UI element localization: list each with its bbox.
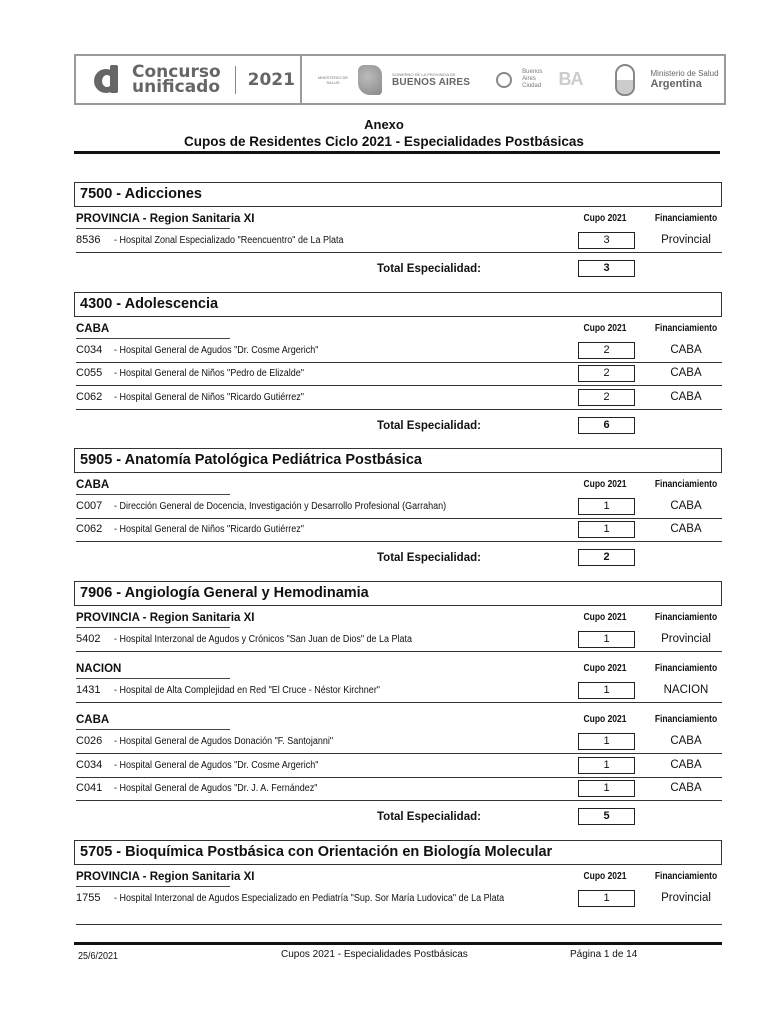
hospital-name: - Hospital Zonal Especializado "Reencuentro" de La Plata	[114, 235, 344, 246]
ministerio-small-text: MINISTERIO DE SALUD	[318, 74, 349, 85]
column-header-cupo: Cupo 2021	[583, 612, 627, 623]
specialty-header: 7906 - Angiología General y Hemodinamia	[74, 581, 722, 606]
hospital-code: C007	[76, 500, 103, 512]
hospital-name: - Hospital General de Agudos "Dr. Cosme Argerich"	[114, 760, 319, 771]
footer-date: 25/6/2021	[78, 951, 119, 962]
hospital-name: - Hospital Interzonal de Agudos y Crónicos "San Juan de Dios" de La Plata	[114, 634, 413, 645]
footer-title: Cupos 2021 - Especialidades Postbásicas	[281, 949, 468, 960]
pba-logo: GOBIERNO DE LA PROVINCIA DE BUENOS AIRES	[392, 71, 471, 88]
row-divider	[76, 924, 722, 925]
column-header-financiamiento: Financiamiento	[654, 323, 718, 334]
argentina-shield-icon	[615, 64, 635, 96]
hospital-name: - Hospital de Alta Complejidad en Red "El Cruce - Néstor Kirchner"	[114, 685, 381, 696]
specialty-header: 5905 - Anatomía Patológica Pediátrica Postbásica	[74, 448, 722, 473]
region-underline	[76, 678, 230, 679]
region-underline	[76, 627, 230, 628]
document-title-annex: Anexo	[364, 117, 404, 132]
column-header-financiamiento: Financiamiento	[654, 213, 718, 224]
column-header-cupo: Cupo 2021	[583, 323, 627, 334]
financiamiento-value: CABA	[670, 500, 702, 512]
region-label: NACION	[76, 663, 122, 675]
total-label: Total Especialidad:	[377, 263, 481, 275]
financiamiento-value: CABA	[670, 782, 702, 794]
total-value: 2	[578, 549, 635, 566]
financiamiento-value: CABA	[670, 759, 702, 771]
logo-year: 2021	[247, 69, 295, 90]
cupo-value: 2	[578, 389, 635, 406]
hospital-name: - Hospital General de Agudos "Dr. J. A. Fernández"	[114, 783, 318, 794]
cupo-value: 1	[578, 733, 635, 750]
total-label: Total Especialidad:	[377, 420, 481, 432]
column-header-financiamiento: Financiamiento	[654, 871, 718, 882]
row-divider	[76, 385, 722, 386]
region-label: PROVINCIA - Region Sanitaria XI	[76, 612, 255, 624]
region-underline	[76, 338, 230, 339]
row-divider	[76, 252, 722, 253]
hospital-code: C041	[76, 782, 103, 794]
hospital-code: 5402	[76, 633, 101, 645]
column-header-cupo: Cupo 2021	[583, 871, 627, 882]
specialty-header: 5705 - Bioquímica Postbásica con Orientación en Biología Molecular	[74, 840, 722, 865]
hospital-code: C062	[76, 391, 103, 403]
hospital-code: 1755	[76, 892, 101, 904]
financiamiento-value: CABA	[670, 735, 702, 747]
cupo-value: 1	[578, 890, 635, 907]
concurso-logo-icon	[94, 65, 124, 95]
region-underline	[76, 228, 230, 229]
cupo-value: 1	[578, 682, 635, 699]
total-label: Total Especialidad:	[377, 552, 481, 564]
institution-logos	[302, 64, 724, 96]
hospital-name: - Hospital General de Niños "Ricardo Gutiérrez"	[114, 392, 304, 403]
financiamiento-value: Provincial	[661, 892, 711, 904]
cupo-value: 1	[578, 521, 635, 538]
cupo-value: 1	[578, 498, 635, 515]
hospital-code: C026	[76, 735, 103, 747]
region-underline	[76, 886, 230, 887]
column-header-cupo: Cupo 2021	[583, 663, 627, 674]
column-header-financiamiento: Financiamiento	[654, 714, 718, 725]
hospital-code: C062	[76, 523, 103, 535]
hospital-code: 1431	[76, 684, 101, 696]
document-title: Cupos de Residentes Ciclo 2021 - Especialidades Postbásicas	[184, 134, 584, 149]
region-label: PROVINCIA - Region Sanitaria XI	[76, 871, 255, 883]
pba-map-icon	[358, 65, 382, 95]
financiamiento-value: Provincial	[661, 234, 711, 246]
specialty-header: 4300 - Adolescencia	[74, 292, 722, 317]
financiamiento-value: CABA	[670, 344, 702, 356]
row-divider	[76, 753, 722, 754]
row-divider	[76, 541, 722, 542]
column-header-financiamiento: Financiamiento	[654, 479, 718, 490]
ba-logo-mark: BA	[558, 69, 583, 89]
hospital-name: - Dirección General de Docencia, Investigación y Desarrollo Profesional (Garrahan)	[114, 501, 447, 512]
region-label: PROVINCIA - Region Sanitaria XI	[76, 213, 255, 225]
column-header-financiamiento: Financiamiento	[654, 663, 718, 674]
total-value: 5	[578, 808, 635, 825]
hospital-code: 8536	[76, 234, 101, 246]
cupo-value: 1	[578, 757, 635, 774]
region-underline	[76, 494, 230, 495]
hospital-code: C034	[76, 759, 103, 771]
row-divider	[76, 800, 722, 801]
hospital-code: C055	[76, 367, 103, 379]
total-value: 6	[578, 417, 635, 434]
column-header-cupo: Cupo 2021	[583, 213, 627, 224]
column-header-cupo: Cupo 2021	[583, 714, 627, 725]
column-header-cupo: Cupo 2021	[583, 479, 627, 490]
concurso-logo-text: Concurso unificado	[132, 61, 221, 97]
hospital-name: - Hospital General de Agudos "Dr. Cosme Argerich"	[114, 345, 319, 356]
specialty-header: 7500 - Adicciones	[74, 182, 722, 207]
footer-divider	[74, 942, 722, 945]
hospital-name: - Hospital General de Niños "Ricardo Gutiérrez"	[114, 524, 304, 535]
cupo-value: 3	[578, 232, 635, 249]
financiamiento-value: CABA	[670, 367, 702, 379]
cupo-value: 1	[578, 631, 635, 648]
row-divider	[76, 651, 722, 652]
ministerio-salud-logo: Ministerio de Salud Argentina	[650, 69, 719, 90]
row-divider	[76, 362, 722, 363]
hospital-name: - Hospital General de Agudos Donación "F. Santojanni"	[114, 736, 334, 747]
cupo-value: 2	[578, 342, 635, 359]
financiamiento-value: Provincial	[661, 633, 711, 645]
concurso-unificado-logo	[76, 56, 302, 103]
region-label: CABA	[76, 323, 110, 335]
column-header-financiamiento: Financiamiento	[654, 612, 718, 623]
region-underline	[76, 729, 230, 730]
total-label: Total Especialidad:	[377, 811, 481, 823]
row-divider	[76, 518, 722, 519]
logo-separator	[235, 66, 236, 94]
region-label: CABA	[76, 714, 110, 726]
header-banner	[74, 54, 726, 105]
page-number: Página 1 de 14	[570, 949, 638, 960]
baci-logo: Buenos Aires Ciudad	[522, 69, 543, 89]
total-value: 3	[578, 260, 635, 277]
row-divider	[76, 409, 722, 410]
hospital-name: - Hospital General de Niños "Pedro de Elizalde"	[114, 368, 304, 379]
baci-emblem-icon	[496, 72, 512, 88]
title-divider	[74, 151, 720, 154]
cupo-value: 2	[578, 365, 635, 382]
hospital-name: - Hospital Interzonal de Agudos Especializado en Pediatría "Sup. Sor María Ludovica" de La Plata	[114, 893, 505, 904]
cupo-value: 1	[578, 780, 635, 797]
region-label: CABA	[76, 479, 110, 491]
row-divider	[76, 702, 722, 703]
financiamiento-value: CABA	[670, 391, 702, 403]
financiamiento-value: CABA	[670, 523, 702, 535]
hospital-code: C034	[76, 344, 103, 356]
financiamiento-value: NACION	[663, 684, 709, 696]
row-divider	[76, 777, 722, 778]
